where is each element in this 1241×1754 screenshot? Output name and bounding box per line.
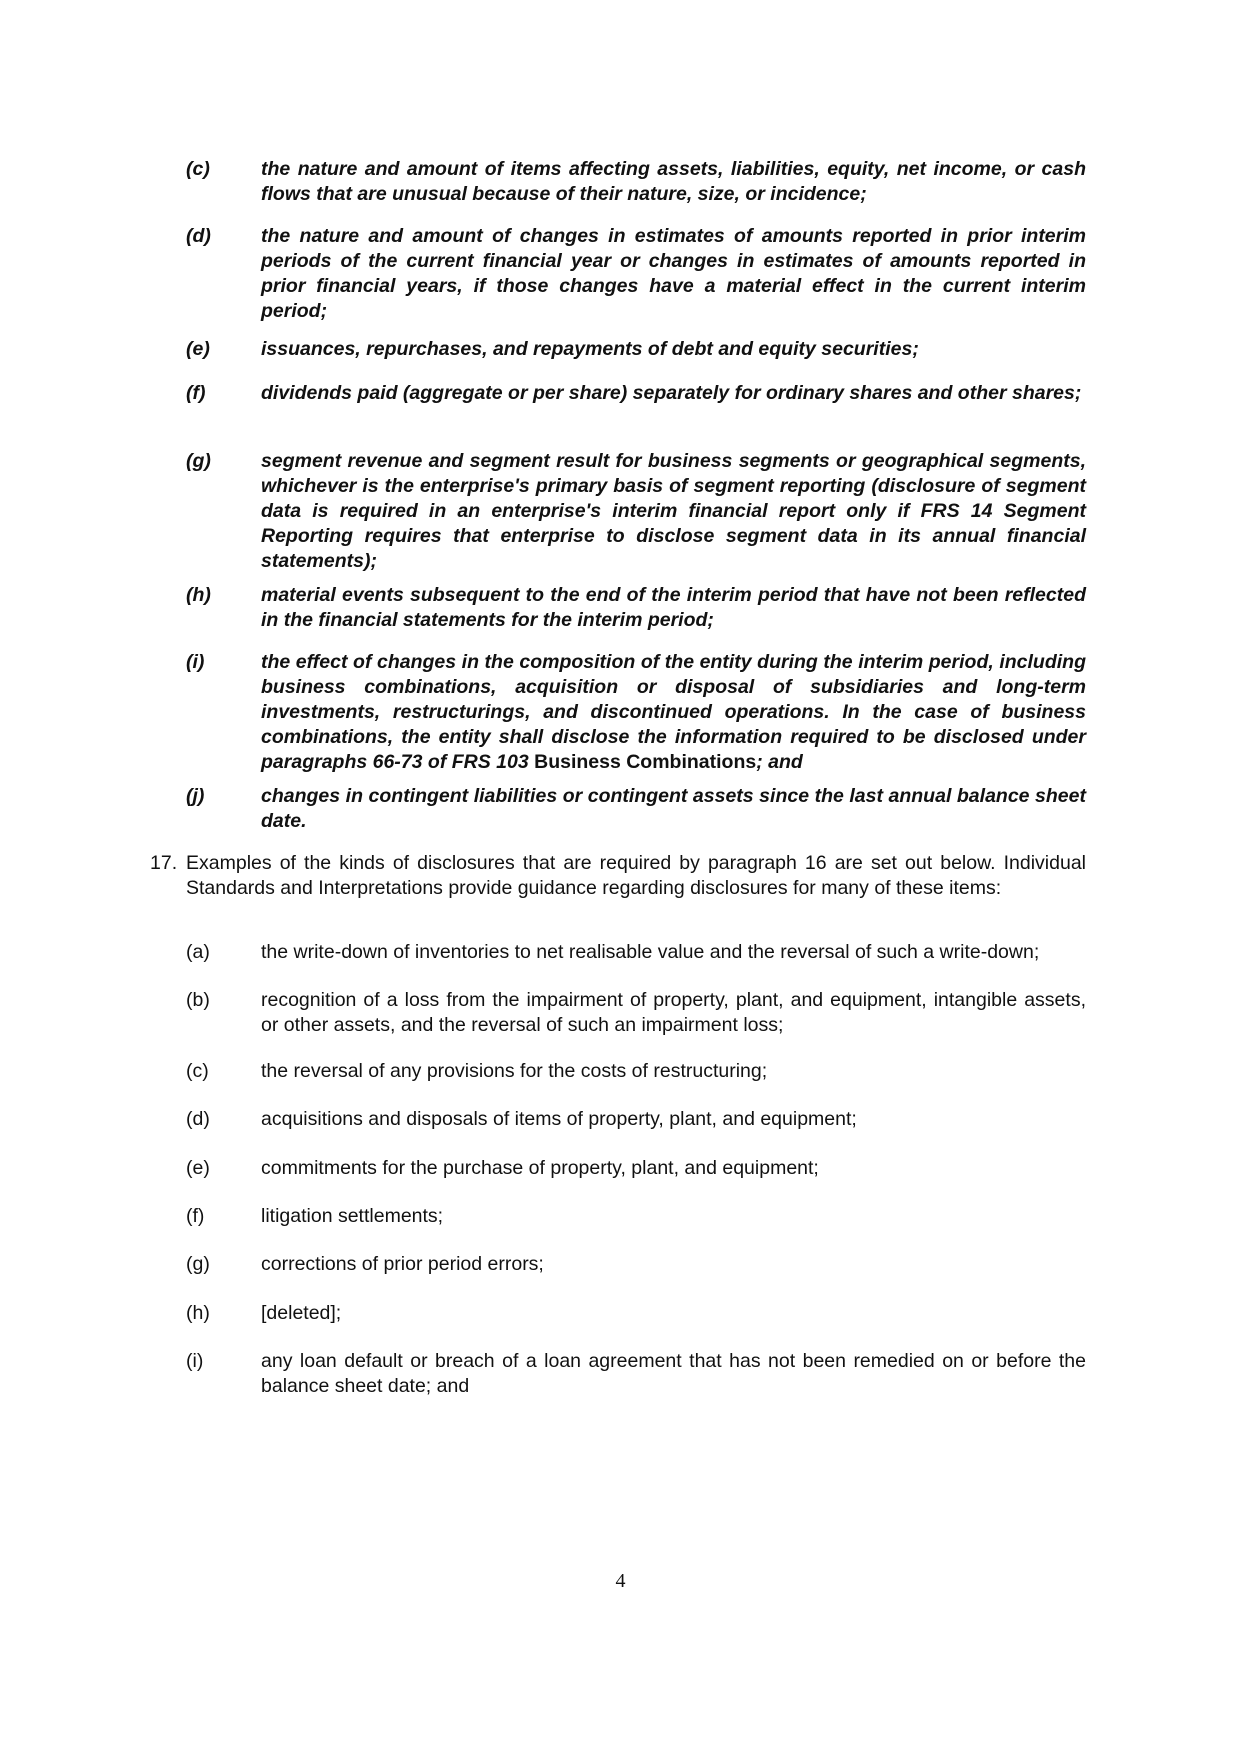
item-label: (h): [186, 584, 211, 606]
item-text: the reversal of any provisions for the costs of restructuring;: [261, 1060, 768, 1082]
item-text: the write-down of inventories to net realisable value and the reversal of such a write-down;: [261, 941, 1040, 963]
item-label: (g): [186, 450, 211, 472]
item-label: (a): [186, 941, 210, 963]
item-label: (h): [186, 1302, 210, 1324]
item-text-part: ; and: [756, 751, 803, 773]
item-label: (e): [186, 338, 210, 360]
item-text: dividends paid (aggregate or per share) separately for ordinary shares and other shares;: [261, 382, 1082, 404]
item-text: recognition of a loss from the impairment of property, plant, and equipment, intangible assets, or other assets, and the reversal of such an impairment loss;: [261, 989, 1086, 1036]
item-text: corrections of prior period errors;: [261, 1253, 544, 1275]
item-text: issuances, repurchases, and repayments of debt and equity securities;: [261, 338, 919, 360]
page-number: 4: [615, 1570, 626, 1592]
item-text-part: the effect of changes in the composition of the entity during the interim period, including business combinations, acquisition or disposal of subsidiaries and long-term investments, restructurings, and discontinued operations. In the case of business combinations, the entity shall disclose the information required to be disclosed under paragraphs 66-73 of FRS 103: [261, 651, 1086, 773]
item-text: any loan default or breach of a loan agreement that has not been remedied on or before the balance sheet date; and: [261, 1350, 1086, 1397]
standard-title: Business Combinations: [534, 751, 757, 773]
item-label: (g): [186, 1253, 210, 1275]
item-label: (e): [186, 1157, 210, 1179]
item-label: (f): [186, 382, 206, 404]
item-label: (j): [186, 785, 205, 807]
item-label: (b): [186, 989, 210, 1011]
item-text: segment revenue and segment result for business segments or geographical segments, whichever is the enterprise's primary basis of segment reporting (disclosure of segment data is required in an enterprise's interim financial report only if FRS 14 Segment Reporting requires that enterprise to disclose segment data in its annual financial statements);: [261, 450, 1086, 572]
item-text: the nature and amount of changes in estimates of amounts reported in prior interim periods of the current financial year or changes in estimates of amounts reported in prior financial years, if those changes have a material effect in the current interim period;: [261, 225, 1086, 322]
item-text: changes in contingent liabilities or contingent assets since the last annual balance sheet date.: [261, 785, 1086, 832]
item-text: acquisitions and disposals of items of property, plant, and equipment;: [261, 1108, 857, 1130]
item-text: the nature and amount of items affecting assets, liabilities, equity, net income, or cash flows that are unusual because of their nature, size, or incidence;: [261, 158, 1086, 205]
item-label: (f): [186, 1205, 205, 1227]
item-text: [deleted];: [261, 1302, 342, 1324]
item-label: (c): [186, 1060, 209, 1082]
paragraph-number: 17.: [150, 852, 178, 874]
item-text: [261, 650, 1086, 775]
item-label: (d): [186, 225, 211, 247]
item-label: (c): [186, 158, 210, 180]
paragraph-intro: Examples of the kinds of disclosures that are required by paragraph 16 are set out below. Individual Standards and Interpretations provide guidance regarding disclosures for many of these items:: [186, 852, 1086, 899]
item-text: commitments for the purchase of property, plant, and equipment;: [261, 1157, 819, 1179]
item-label: (d): [186, 1108, 210, 1130]
item-label: (i): [186, 651, 205, 673]
item-label: (i): [186, 1350, 204, 1372]
item-text: litigation settlements;: [261, 1205, 444, 1227]
item-text: material events subsequent to the end of the interim period that have not been reflected in the financial statements for the interim period;: [261, 584, 1086, 631]
